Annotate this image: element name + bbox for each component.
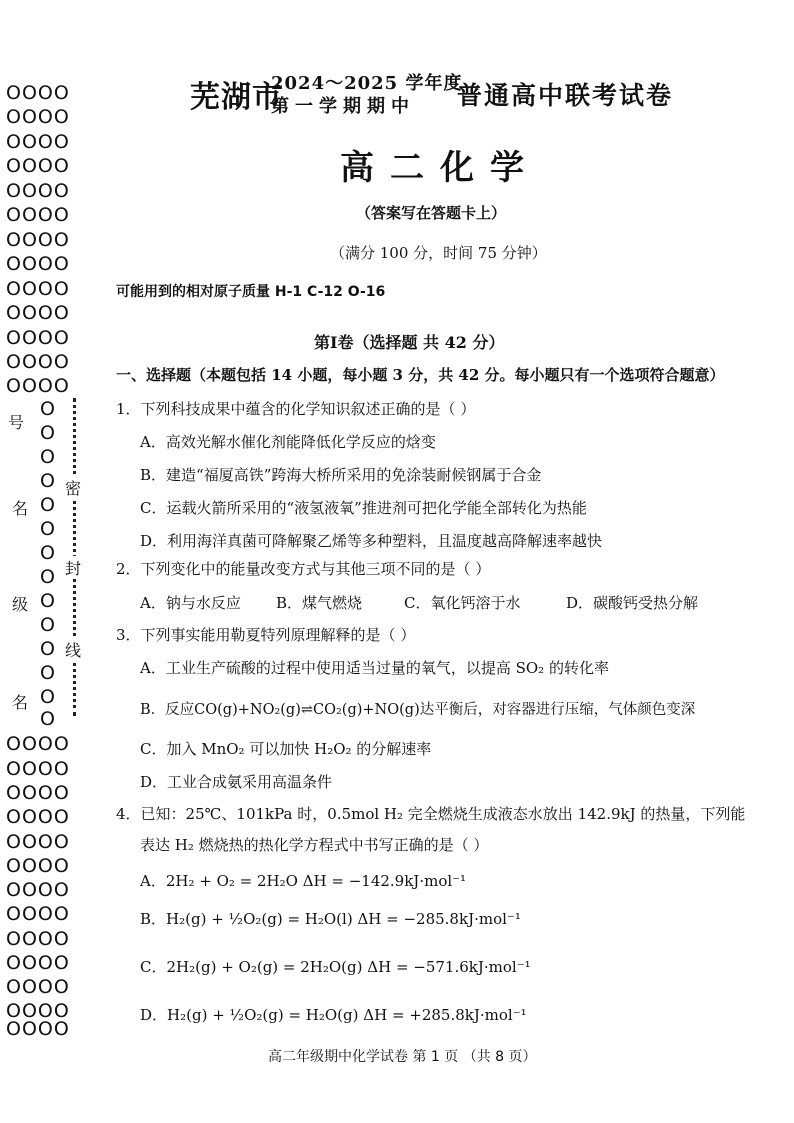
margin-label-name: 名 bbox=[12, 499, 29, 518]
section-title: 一、选择题（本题包括 14 小题，每小题 3 分，共 42 分。每小题只有一个选项符合题意） bbox=[116, 366, 725, 384]
margin-circles: OOOO bbox=[6, 831, 70, 853]
question-3-option-b: B．反应CO(g)+NO₂(g)⇌CO₂(g)+NO(g)达平衡后，对容器进行压缩，气体颜色变深 bbox=[140, 702, 696, 718]
question-4-stem-line2: 表达 H₂ 燃烧热的热化学方程式中书写正确的是（ ） bbox=[140, 836, 489, 854]
margin-circle: O bbox=[40, 398, 55, 420]
seal-char-mi: 密 bbox=[65, 476, 81, 499]
margin-circle: O bbox=[40, 518, 55, 540]
margin-label-number: 号 bbox=[8, 413, 25, 432]
score-time-note: （满分 100 分，时间 75 分钟） bbox=[330, 244, 547, 262]
margin-circle: O bbox=[40, 542, 55, 564]
question-4-stem-line1: 4．已知：25℃、101kPa 时，0.5mol H₂ 完全燃烧生成液态水放出 142.9kJ 的热量，下列能 bbox=[116, 805, 746, 823]
question-1-option-c: C．运载火箭所采用的“液氢液氧”推进剂可把化学能全部转化为热能 bbox=[140, 499, 587, 517]
margin-circles: OOOO bbox=[6, 903, 70, 925]
city-name: 芜湖市 bbox=[190, 80, 283, 115]
question-1-option-a: A．高效光解水催化剂能降低化学反应的焓变 bbox=[140, 433, 436, 451]
margin-circles: OOOO bbox=[6, 928, 70, 950]
margin-circle: O bbox=[40, 470, 55, 492]
margin-circles: OOOO bbox=[6, 155, 70, 177]
question-2-option-d: D．碳酸钙受热分解 bbox=[566, 594, 699, 612]
question-1-option-d: D．利用海洋真菌可降解聚乙烯等多种塑料，且温度越高降解速率越快 bbox=[140, 532, 603, 550]
margin-circles: OOOO bbox=[6, 375, 70, 397]
margin-circle: O bbox=[40, 494, 55, 516]
margin-circles: OOOO bbox=[6, 758, 70, 780]
academic-year: 2024～2025 学年度 bbox=[271, 73, 463, 94]
margin-circles: OOOO bbox=[6, 229, 70, 251]
seal-char-xian: 线 bbox=[65, 638, 81, 661]
margin-circles: OOOO bbox=[6, 253, 70, 275]
question-3-option-d: D．工业合成氨采用高温条件 bbox=[140, 773, 333, 791]
margin-circles: OOOO bbox=[6, 131, 70, 153]
margin-circle: O bbox=[40, 708, 55, 730]
margin-circles: OOOO bbox=[6, 302, 70, 324]
margin-circles: OOOO bbox=[6, 351, 70, 373]
margin-circles: OOOO bbox=[6, 1018, 70, 1040]
margin-circle: O bbox=[40, 566, 55, 588]
question-1-stem: 1．下列科技成果中蕴含的化学知识叙述正确的是（ ） bbox=[116, 400, 476, 418]
margin-label-class: 级 bbox=[12, 595, 29, 614]
margin-circles: OOOO bbox=[6, 855, 70, 877]
margin-circles: OOOO bbox=[6, 733, 70, 755]
question-3-option-a: A．工业生产硫酸的过程中使用适当过量的氧气，以提高 SO₂ 的转化率 bbox=[140, 659, 609, 677]
margin-label-name-2: 名 bbox=[12, 693, 29, 712]
margin-circle: O bbox=[40, 590, 55, 612]
margin-circles: OOOO bbox=[6, 782, 70, 804]
margin-circles: OOOO bbox=[6, 879, 70, 901]
question-2-option-b: B．煤气燃烧 bbox=[276, 594, 363, 612]
margin-circles: OOOO bbox=[6, 278, 70, 300]
margin-circles: OOOO bbox=[6, 106, 70, 128]
question-4-option-b: B．H₂(g) + ½O₂(g) = H₂O(l) ΔH = −285.8kJ·mol⁻¹ bbox=[140, 910, 521, 928]
margin-circles: OOOO bbox=[6, 204, 70, 226]
margin-circle: O bbox=[40, 446, 55, 468]
exam-name: 普通高中联考试卷 bbox=[457, 81, 674, 110]
seal-char-feng: 封 bbox=[65, 556, 81, 579]
margin-circle: O bbox=[40, 422, 55, 444]
page-footer: 高二年级期中化学试卷 第 1 页 （共 8 页） bbox=[268, 1049, 537, 1065]
margin-circles: OOOO bbox=[6, 952, 70, 974]
volume-title: 第Ⅰ卷（选择题 共 42 分） bbox=[314, 333, 505, 352]
margin-circles: OOOO bbox=[6, 806, 70, 828]
margin-circle: O bbox=[40, 614, 55, 636]
margin-circle: O bbox=[40, 638, 55, 660]
margin-circles: OOOO bbox=[6, 82, 70, 104]
answer-note: （答案写在答题卡上） bbox=[356, 204, 507, 222]
question-2-option-a: A．钠与水反应 bbox=[140, 594, 241, 612]
question-4-option-d: D．H₂(g) + ½O₂(g) = H₂O(g) ΔH = +285.8kJ·mol⁻¹ bbox=[140, 1006, 527, 1024]
margin-circle: O bbox=[40, 662, 55, 684]
question-3-stem: 3．下列事实能用勒夏特列原理解释的是（ ） bbox=[116, 626, 416, 644]
question-4-option-a: A．2H₂ + O₂ = 2H₂O ΔH = −142.9kJ·mol⁻¹ bbox=[140, 872, 467, 890]
question-2-option-c: C．氧化钙溶于水 bbox=[404, 594, 521, 612]
page-title: 高二化学 bbox=[340, 148, 540, 188]
margin-circles: OOOO bbox=[6, 1000, 70, 1022]
semester: 第一学期期中 bbox=[271, 96, 415, 117]
margin-circles: OOOO bbox=[6, 976, 70, 998]
question-3-option-c: C．加入 MnO₂ 可以加快 H₂O₂ 的分解速率 bbox=[140, 740, 432, 758]
question-2-stem: 2．下列变化中的能量改变方式与其他三项不同的是（ ） bbox=[116, 560, 491, 578]
margin-circles: OOOO bbox=[6, 327, 70, 349]
question-4-option-c: C．2H₂(g) + O₂(g) = 2H₂O(g) ΔH = −571.6kJ·mol⁻¹ bbox=[140, 958, 531, 976]
atomic-mass-note: 可能用到的相对原子质量 H-1 C-12 O-16 bbox=[116, 284, 386, 300]
margin-circle: O bbox=[40, 686, 55, 708]
question-1-option-b: B．建造“福厦高铁”跨海大桥所采用的免涂装耐候钢属于合金 bbox=[140, 466, 542, 484]
margin-circles: OOOO bbox=[6, 180, 70, 202]
